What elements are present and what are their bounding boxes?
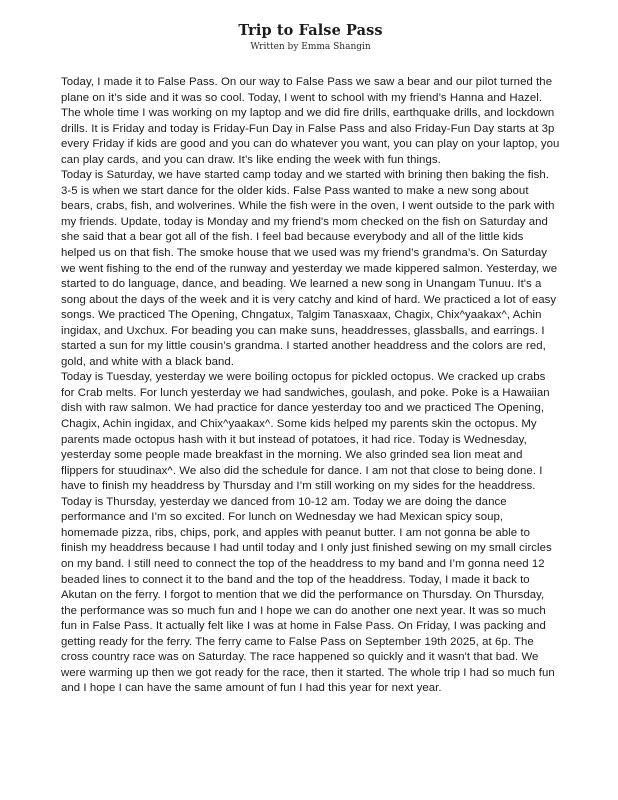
paragraph-2: Today is Saturday, we have started camp today and we started with brining then baking the fish. 3-5 is when we start dance for the older kids. False Pass wanted to make a new song about bears, crabs, fish, and wolverines. While the fish were in the oven, I went outside to the park with my friends. Update, today is Monday and my friend's mom checked on the fish on Saturday and she said that a bear got all of the fish. I feel bad because everybody and all of the little kids helped us on that fish. The smoke house that we used was my friend’s grandma’s. On Saturday we went fishing to the end of the runway and yesterday we made kippered salmon. Yesterday, we started to do language, dance, and beading. We learned a new song in Unangam Tunuu. It's a song about the days of the week and it is very catchy and kind of hard. We practiced a lot of easy songs. We practiced The Opening, Chngatux, Talgim Tanasxaax, Chagix, Chix^yaakax^, Achin ingidax, and Uxchux. For beading you can make suns, headdresses, glassballs, and earrings. I started a sun for my little cousin’s grandma. I started another headdress and the colors are red, gold, and white with a black band. [61,169,558,368]
document-body [61,75,560,697]
paragraph-1: Today, I made it to False Pass. On our way to False Pass we saw a bear and our pilot turned the plane on it’s side and it was so cool. Today, I went to school with my friend’s Hanna and Hazel. The whole time I was working on my laptop and we did fire drills, earthquake drills, and lockdown drills. It is Friday and today is Friday-Fun Day in False Pass and also Friday-Fun Day starts at 3p every Friday if kids are good and you can do whatever you want, you can play on your laptop, you can play cards, and you can draw. It’s like ending the week with fun things. [61,76,560,166]
document-title: Trip to False Pass [238,22,383,39]
document-byline: Written by Emma Shangin [250,42,371,52]
paragraph-3: Today is Tuesday, yesterday we were boiling octopus for pickled octopus. We cracked up crabs for Crab melts. For lunch yesterday we had sandwiches, goulash, and poke. Poke is a Hawaiian dish with raw salmon. We had practice for dance yesterday too and we practiced The Opening, Chagix, Achin ingidax, and Chix^yaakax^. Some kids helped my parents skin the octopus. My parents made octopus hash with it but instead of potatoes, it had rice. Today is Wednesday, yesterday some people made breakfast in the morning. We also grinded sea lion meat and flippers for stuudinax^. We also did the schedule for dance. I am not that close to being done. I have to finish my headdress by Thursday and I’m still working on my sides for the headdress. Today is Thursday, yesterday we danced from 10-12 am. Today we are doing the dance performance and I’m so excited. For lunch on Wednesday we had Mexican spicy soup, homemade pizza, ribs, chips, pork, and apples with peanut butter. I am not gonna be able to finish my headdress because I had until today and I only just finished sewing on my small circles on my band. I still need to connect the top of the headdress to my band and I’m gonna need 12 beaded lines to connect it to the band and the top of the headdress. Today, I made it back to Akutan on the ferry. I forgot to mention that we did the performance on Thursday. On Thursday, the performance was so much fun and I hope we can do another one next year. It was so much fun in False Pass. It actually felt like I was at home in False Pass. On Friday, I was packing and getting ready for the ferry. The ferry came to False Pass on September 19th 2025, at 6p. The cross country race was on Saturday. The race happened so quickly and it wasn't that bad. We were warming up then we got ready for the race, then it started. The whole trip I had so much fun and I hope I can have the same amount of fun I had this year for next year. [61,371,555,695]
